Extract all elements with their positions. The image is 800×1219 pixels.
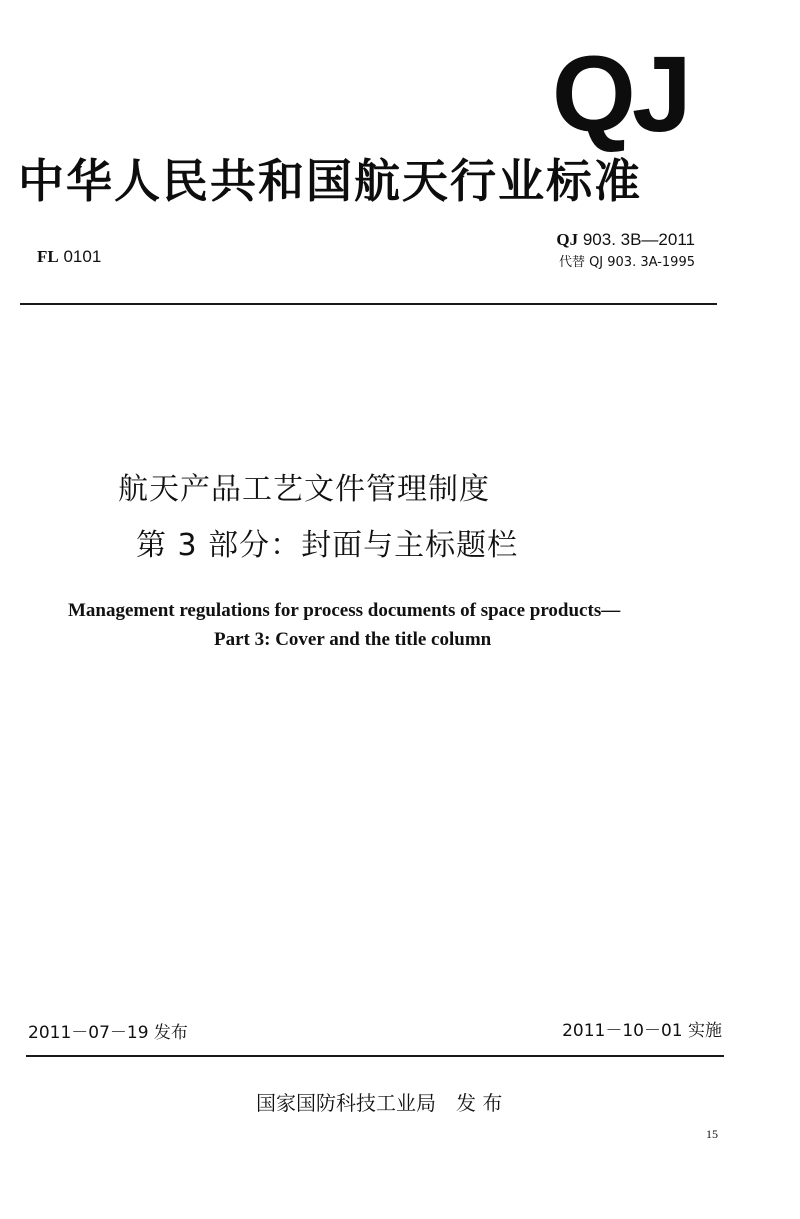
standard-number-value: 903. 3B—2011	[582, 230, 695, 249]
classification-number: 0101	[63, 247, 102, 266]
footer-divider	[26, 1055, 724, 1057]
replaces-standard: 代替 QJ 903. 3A-1995	[558, 255, 695, 270]
publisher: 国家国防科技工业局 发 布	[256, 1091, 503, 1115]
classification-prefix: FL	[37, 247, 59, 266]
chinese-title-line-2: 第 3 部分：封面与主标题栏	[136, 528, 519, 563]
english-title-line-1: Management regulations for process documents of space products—	[68, 600, 621, 621]
classification-code	[37, 246, 101, 268]
standard-category-title: 中华人民共和国航天行业标准	[18, 154, 642, 208]
standard-number	[556, 229, 695, 251]
page-number: 15	[706, 1127, 718, 1141]
implementation-date: 2011－10－01 实施	[562, 1021, 722, 1041]
standard-prefix: QJ	[556, 230, 579, 249]
english-title-line-2: Part 3: Cover and the title column	[214, 629, 492, 650]
issue-date: 2011－07－19 发布	[28, 1023, 188, 1043]
header-divider	[20, 303, 717, 305]
qj-logo: QJ	[551, 33, 688, 154]
chinese-title-line-1: 航天产品工艺文件管理制度	[118, 472, 490, 507]
